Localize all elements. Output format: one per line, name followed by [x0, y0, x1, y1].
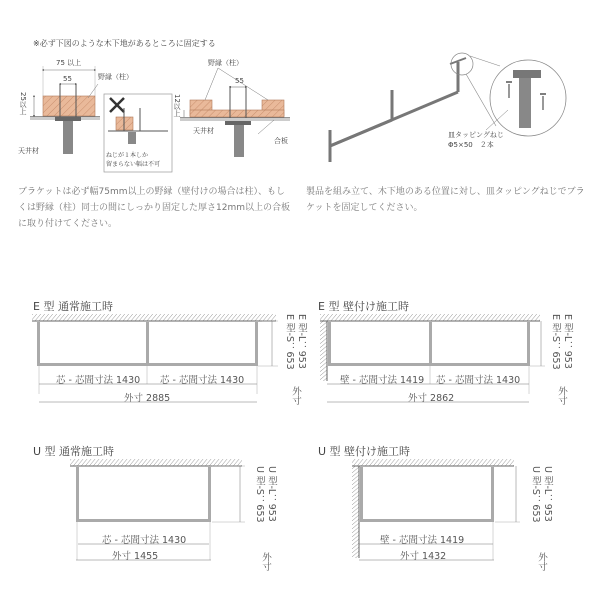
dim-25: 25以上 — [19, 92, 27, 115]
label-tenjo-mid: 天井材 — [193, 127, 214, 135]
dim-75: 75 以上 — [56, 59, 82, 67]
label-tenjo-left: 天井材 — [18, 147, 39, 155]
u-wall-v-s: U 型-S：653 — [530, 466, 541, 523]
e-normal-outer: 外寸 2885 — [124, 393, 171, 404]
e-normal-span2: 芯 - 芯間寸法 1430 — [160, 375, 245, 386]
e-wall-title: E 型 壁付け施工時 — [318, 300, 409, 313]
u-wall-span1: 壁 - 芯間寸法 1419 — [380, 535, 465, 546]
ng-caption-1: ねじが１本しか — [106, 152, 149, 159]
dim-55-mid: 55 — [235, 77, 244, 85]
top-note: ※必ず下図のような木下地があるところに固定する — [33, 39, 216, 48]
e-wall-span1: 壁 - 芯間寸法 1419 — [340, 375, 425, 386]
e-wall-v-s: E 型-S：653 — [550, 314, 561, 370]
e-wall-span2: 芯 - 芯間寸法 1430 — [436, 375, 521, 386]
screw-spec: Φ5×50 ２本 — [448, 141, 494, 149]
e-normal-title: E 型 通常施工時 — [33, 300, 113, 313]
u-wall-title: U 型 壁付け施工時 — [318, 445, 411, 458]
label-noburi-mid: 野縁（柱） — [208, 59, 243, 67]
e-wall-outer: 外寸 2862 — [408, 393, 455, 404]
label-noburi-left: 野縁（柱） — [98, 73, 133, 81]
e-normal-v-outer: 外寸 — [290, 386, 301, 405]
u-normal-v-s: U 型-S：653 — [254, 466, 265, 523]
e-normal-span1: 芯 - 芯間寸法 1430 — [56, 375, 141, 386]
u-normal-v-l: U 型-L：953 — [266, 466, 277, 522]
e-wall-v-l: E 型-L：953 — [562, 314, 573, 369]
instruction-left: ブラケットは必ず幅75mm以上の野縁（壁付けの場合は柱）、もしくは野縁（柱）同士の間にしっかり固定した厚さ12mm以上の合板に取り付けてください。 — [18, 187, 290, 229]
label-goban: 合板 — [274, 137, 288, 145]
ng-caption-2: 留まらない幅は不可 — [106, 161, 161, 168]
e-wall-diagram — [320, 314, 545, 402]
u-wall-outer: 外寸 1432 — [400, 551, 447, 562]
dim-12: 12以上 — [173, 94, 181, 117]
u-normal-span1: 芯 - 芯間寸法 1430 — [102, 535, 187, 546]
e-normal-v-s: E 型-S：653 — [284, 314, 295, 370]
screw-label: 皿タッピングねじ — [448, 131, 504, 139]
e-wall-v-outer: 外寸 — [556, 386, 567, 405]
u-normal-outer: 外寸 1455 — [112, 551, 159, 562]
instruction-right: 製品を組み立て、木下地のある位置に対し、皿タッピングねじでブラケットを固定してください。 — [306, 187, 585, 213]
e-normal-v-l: E 型-L：953 — [296, 314, 307, 369]
u-wall-v-l: U 型-L：953 — [542, 466, 553, 522]
dim-55-left: 55 — [63, 75, 72, 83]
u-normal-title: U 型 通常施工時 — [33, 445, 115, 458]
u-normal-v-outer: 外寸 — [260, 552, 271, 571]
u-wall-v-outer: 外寸 — [536, 552, 547, 571]
e-normal-diagram — [32, 314, 278, 402]
